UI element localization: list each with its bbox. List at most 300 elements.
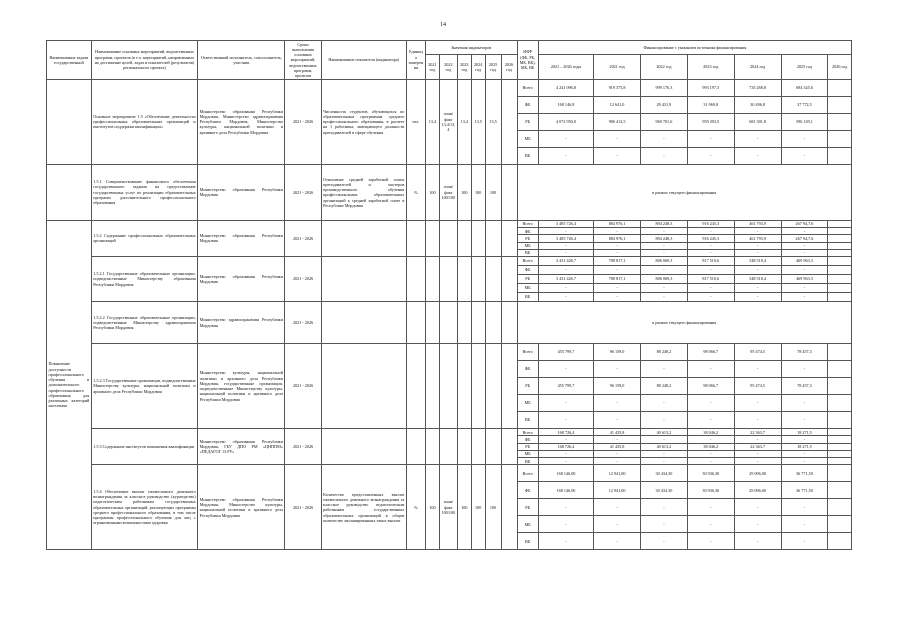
funding-value-cell xyxy=(828,79,852,96)
funding-value-cell: 95 474,5 xyxy=(734,344,781,361)
funding-value-cell: 4 072 950,0 xyxy=(538,113,593,130)
funding-value-cell: - xyxy=(594,516,641,533)
responsible-cell: Министерство образования Республики Мордовия xyxy=(198,257,285,302)
funding-value-cell: 806 069,3 xyxy=(640,275,687,284)
funding-value-cell: - xyxy=(640,458,687,465)
indicator-cell xyxy=(321,220,406,256)
indicator-value-cell xyxy=(471,344,485,429)
year-header: 2023 год xyxy=(457,55,471,80)
funding-value-cell xyxy=(828,228,852,235)
funding-value-cell: - xyxy=(640,293,687,302)
funding-value-cell: - xyxy=(687,450,734,457)
funding-value-cell xyxy=(828,429,852,436)
program-table xyxy=(46,40,852,550)
funding-value-cell: - xyxy=(538,242,593,249)
indicator-value-cell xyxy=(457,344,471,429)
funding-value-cell: - xyxy=(594,293,641,302)
funding-value-cell xyxy=(828,395,852,412)
goal-cell-empty xyxy=(47,79,92,164)
indicator-value-cell: 100 xyxy=(471,465,485,550)
funding-value-cell: - xyxy=(640,361,687,378)
funding-value-cell: - xyxy=(640,516,687,533)
funding-value-cell: - xyxy=(594,284,641,293)
period-cell: 2021 - 2026 xyxy=(285,164,321,220)
indicator-value-cell: план/факт 100/100 xyxy=(439,465,457,550)
source-cell: ФБ xyxy=(517,361,538,378)
funding-value-cell: 12 941,00 xyxy=(594,465,641,482)
indicator-value-cell: 100 xyxy=(425,164,439,220)
indicator-cell: Отношение средней заработной платы преподавателей и мастеров производственного обучения профессиональных образовательных организаций к средней заработной плате в Республике Мордовия xyxy=(321,164,406,220)
funding-value-cell: 906 412,5 xyxy=(594,113,641,130)
funding-value-cell: 41 435,8 xyxy=(594,443,641,450)
funding-value-cell: 98 066,7 xyxy=(687,344,734,361)
funding-value-cell: - xyxy=(538,130,593,147)
indicator-value-cell: 100 xyxy=(471,164,485,220)
funding-value-cell: - xyxy=(538,284,593,293)
funding-value-cell: 267 94,7,6 xyxy=(781,235,828,242)
unit-cell xyxy=(406,429,425,465)
funding-value-cell: - xyxy=(687,533,734,550)
funding-value-cell: 4 241 096,8 xyxy=(538,79,593,96)
funding-value-cell xyxy=(828,516,852,533)
funding-value-cell: - xyxy=(594,242,641,249)
funding-value-cell: 884 976,1 xyxy=(594,220,641,227)
indicator-value-cell xyxy=(457,429,471,465)
funding-value-cell: - xyxy=(781,499,828,516)
funding-value-cell: - xyxy=(594,533,641,550)
period-cell: 2021 - 2026 xyxy=(285,465,321,550)
indicator-cell: Численность студентов, обучающихся по образовательным программам среднего профессионального образования, в расчете на 1 работника, замещающего должности преподавателей в сфере обучения xyxy=(321,79,406,164)
funding-value-cell: - xyxy=(734,284,781,293)
funding-value-cell: 788 817,1 xyxy=(594,257,641,266)
source-cell: РБ xyxy=(517,275,538,284)
funding-value-cell: - xyxy=(734,228,781,235)
indicator-cell xyxy=(321,344,406,429)
funding-value-cell: 455 799,7 xyxy=(538,344,593,361)
page-number: 14 xyxy=(440,22,446,28)
funding-value-cell: 168 146,00 xyxy=(538,482,593,499)
funding-group-header: Финансирование с указанием источника финансирования xyxy=(538,41,851,55)
funding-value-cell: 29 096,00 xyxy=(734,482,781,499)
funding-value-cell: 31 969,8 xyxy=(687,96,734,113)
funding-value-cell: 959 293,5 xyxy=(687,113,734,130)
funding-value-cell: - xyxy=(640,249,687,256)
unit-cell xyxy=(406,220,425,256)
funding-value-cell: 78 457,3 xyxy=(781,344,828,361)
indicator-value-cell: 13,4 xyxy=(457,79,471,164)
indicator-value-cell: 13,5 xyxy=(485,79,501,164)
funding-value-cell: 461 793,9 xyxy=(734,220,781,227)
funding-value-cell: 455 799,7 xyxy=(538,378,593,395)
funding-value-cell: - xyxy=(538,395,593,412)
indicator-value-cell xyxy=(425,257,439,302)
indicator-value-cell: план/факт 100/100 xyxy=(439,164,457,220)
funding-value-cell: 95 474,5 xyxy=(734,378,781,395)
funding-value-cell: 38 046,2 xyxy=(687,443,734,450)
funding-value-cell: - xyxy=(687,412,734,429)
indicator-value-cell xyxy=(439,302,457,344)
table-row xyxy=(47,465,852,482)
indicator-value-cell xyxy=(501,302,517,344)
event-cell: 1.5.3 Содержание институтов повышения квалификации xyxy=(91,429,197,465)
funding-value-cell: 894 248,3 xyxy=(640,220,687,227)
year-header: 2021 год xyxy=(425,55,439,80)
source-cell: ВБ xyxy=(517,458,538,465)
funding-value-cell xyxy=(828,465,852,482)
funding-value-cell: - xyxy=(594,361,641,378)
funding-value-cell: - xyxy=(640,242,687,249)
funding-value-cell xyxy=(828,96,852,113)
funding-value-cell: 3 485 726,4 xyxy=(538,235,593,242)
goal-cell: Повышение доступности профессионального обучения и дополнительного профессионального образования для различных категорий населения xyxy=(47,220,92,550)
indicator-cell: Количество предоставленных выплат ежемесячного денежного вознаграждения за классное руководство педагогическим работникам государственных образовательных организаций в общем количестве запланированных таких выплат xyxy=(321,465,406,550)
funding-value-cell xyxy=(828,378,852,395)
funding-value-cell: - xyxy=(734,147,781,164)
funding-value-cell: - xyxy=(687,266,734,275)
funding-value-cell: 3 431 426,7 xyxy=(538,257,593,266)
funding-value-cell: - xyxy=(781,130,828,147)
funding-value-cell: 30 434,30 xyxy=(640,482,687,499)
event-cell: 1.5.2 Содержание профессиональных образовательных организаций xyxy=(91,220,197,256)
funding-value-cell: - xyxy=(734,266,781,275)
funding-value-cell: - xyxy=(594,266,641,275)
source-cell: ФБ xyxy=(517,266,538,275)
funding-value-cell xyxy=(828,412,852,429)
period-cell: 2021 - 2026 xyxy=(285,302,321,344)
funding-value-cell: 36 771,50 xyxy=(781,465,828,482)
funding-value-cell: - xyxy=(687,499,734,516)
indicator-value-cell xyxy=(485,344,501,429)
funding-value-cell: 78 457,3 xyxy=(781,378,828,395)
funding-value-cell: - xyxy=(538,450,593,457)
indicator-value-cell xyxy=(501,465,517,550)
funding-value-cell xyxy=(828,242,852,249)
funding-value-cell: - xyxy=(640,266,687,275)
funding-value-cell: 461 793,9 xyxy=(734,235,781,242)
funding-value-cell: - xyxy=(594,228,641,235)
indicator-value-cell xyxy=(501,164,517,220)
indicator-value-cell xyxy=(501,220,517,256)
header-row-1 xyxy=(47,41,852,55)
funding-value-cell: - xyxy=(781,147,828,164)
funding-value-cell: - xyxy=(781,242,828,249)
indicator-value-cell xyxy=(485,257,501,302)
funding-value-cell: - xyxy=(687,395,734,412)
funding-value-cell: 41 435,8 xyxy=(594,429,641,436)
funding-value-cell: 96 159,0 xyxy=(594,344,641,361)
fund-year-header: 2024 год xyxy=(734,55,781,80)
funding-value-cell: - xyxy=(687,242,734,249)
funding-value-cell: 3 431 426,7 xyxy=(538,275,593,284)
source-cell: ВБ xyxy=(517,293,538,302)
funding-value-cell: - xyxy=(687,284,734,293)
year-header: 2025 год xyxy=(485,55,501,80)
source-cell: Всего xyxy=(517,79,538,96)
indicator-cell xyxy=(321,257,406,302)
col-indicator-header: Наименование показателя (индикатора) xyxy=(321,41,406,80)
table-row xyxy=(47,164,852,220)
source-cell: Всего xyxy=(517,220,538,227)
table-body xyxy=(47,79,852,550)
funding-value-cell xyxy=(828,436,852,443)
col-period-header: Сроки выполнения основных мероприятий, ведомственных программ, проектов xyxy=(285,41,321,80)
fund-year-header: 2023 год xyxy=(687,55,734,80)
funding-value-cell: 681 301,8 xyxy=(734,113,781,130)
funding-value-cell: 469 963,3 xyxy=(781,257,828,266)
indicator-cell xyxy=(321,429,406,465)
sources-group-header: НФР (ФБ, РБ, МБ, ВБ), МБ, ВБ xyxy=(517,41,538,80)
source-cell: МБ xyxy=(517,395,538,412)
funding-value-cell: - xyxy=(734,499,781,516)
funding-value-cell: - xyxy=(640,499,687,516)
funding-value-cell xyxy=(828,499,852,516)
indicator-value-cell xyxy=(439,220,457,256)
table-row xyxy=(47,257,852,266)
funding-value-cell: 806 069,3 xyxy=(640,257,687,266)
funding-value-cell: - xyxy=(538,361,593,378)
funding-value-cell: - xyxy=(594,147,641,164)
funding-value-cell: - xyxy=(734,395,781,412)
fund-year-header: 2021 – 2026 годы xyxy=(538,55,593,80)
indicator-value-cell xyxy=(485,429,501,465)
funding-value-cell: 788 817,1 xyxy=(594,275,641,284)
funding-value-cell: 168 146,8 xyxy=(538,96,593,113)
funding-value-cell xyxy=(828,284,852,293)
funding-value-cell: - xyxy=(687,516,734,533)
indicator-value-cell xyxy=(425,344,439,429)
goal-cell-empty xyxy=(47,164,92,220)
funding-value-cell: - xyxy=(781,516,828,533)
funding-value-cell: 894 248,3 xyxy=(640,235,687,242)
funding-value-cell: 916 245,3 xyxy=(687,220,734,227)
source-cell: ВБ xyxy=(517,533,538,550)
funding-value-cell: 38 046,2 xyxy=(687,429,734,436)
funding-value-cell: 30 434,30 xyxy=(640,465,687,482)
funding-value-cell: 884 976,1 xyxy=(594,235,641,242)
table-row xyxy=(47,429,852,436)
table-row xyxy=(47,220,852,227)
funding-value-cell: - xyxy=(640,436,687,443)
funding-value-cell xyxy=(828,249,852,256)
funding-value-cell: - xyxy=(734,130,781,147)
funding-value-cell: - xyxy=(734,450,781,457)
source-cell: ВБ xyxy=(517,249,538,256)
funding-value-cell: 96 159,0 xyxy=(594,378,641,395)
indicator-cell xyxy=(321,302,406,344)
funding-value-cell xyxy=(828,293,852,302)
responsible-cell: Министерство образования Республики Мордовия xyxy=(198,220,285,256)
funding-value-cell: 40 613,2 xyxy=(640,443,687,450)
source-cell: ФБ xyxy=(517,228,538,235)
funding-value-cell: - xyxy=(734,436,781,443)
indicator-value-cell xyxy=(425,429,439,465)
source-cell: Всего xyxy=(517,344,538,361)
event-cell: 1.5.2.1 Государственные образовательные организации, подведомственные Министерству образования Республики Мордовия xyxy=(91,257,197,302)
funding-value-cell: - xyxy=(687,130,734,147)
funding-value-cell: 168 726,4 xyxy=(538,443,593,450)
funding-value-cell: 37 772,5 xyxy=(781,96,828,113)
funding-value-cell: 993 197,3 xyxy=(687,79,734,96)
indicator-value-cell: 100 xyxy=(485,465,501,550)
source-cell: РБ xyxy=(517,235,538,242)
funding-value-cell: 999 176,3 xyxy=(640,79,687,96)
funding-value-cell: - xyxy=(538,293,593,302)
fund-year-header: 2026 год xyxy=(828,55,852,80)
source-cell: ВБ xyxy=(517,412,538,429)
event-cell: 1.5.2.3 Государственные организации, подведомственные Министерству культуры, национальной политики и архивного дела Республики Мордовия xyxy=(91,344,197,429)
funding-note: в рамках текущего финансирования xyxy=(517,164,852,220)
funding-note: в рамках текущего финансирования xyxy=(517,302,852,344)
funding-value-cell: 596 149,1 xyxy=(781,113,828,130)
indicator-value-cell xyxy=(457,220,471,256)
source-cell: РБ xyxy=(517,378,538,395)
source-cell: МБ xyxy=(517,284,538,293)
indicator-value-cell xyxy=(471,429,485,465)
funding-value-cell: - xyxy=(687,228,734,235)
responsible-cell: Министерство культуры, национальной политики и архивного дела Республики Мордовия, государственные организации, подведомственные Министерству культуры, национальной политики и архивного дела Республики Мордовия xyxy=(198,344,285,429)
funding-value-cell: - xyxy=(594,450,641,457)
funding-value-cell: 817 510,6 xyxy=(687,275,734,284)
funding-value-cell: - xyxy=(781,249,828,256)
funding-value-cell: - xyxy=(781,266,828,275)
source-cell: ФБ xyxy=(517,436,538,443)
funding-value-cell: - xyxy=(781,458,828,465)
source-cell: ФБ xyxy=(517,482,538,499)
funding-value-cell: - xyxy=(781,412,828,429)
funding-value-cell xyxy=(828,266,852,275)
indicator-value-cell: план/факт 13,4/13,4 xyxy=(439,79,457,164)
funding-value-cell: - xyxy=(781,228,828,235)
funding-value-cell: - xyxy=(734,242,781,249)
funding-value-cell: - xyxy=(640,284,687,293)
funding-value-cell: 919 375,8 xyxy=(594,79,641,96)
indicator-value-cell xyxy=(501,257,517,302)
indicator-value-cell xyxy=(425,220,439,256)
funding-value-cell: 18 271,5 xyxy=(781,429,828,436)
funding-value-cell: 30 936,30 xyxy=(687,465,734,482)
unit-cell: % xyxy=(406,164,425,220)
funding-value-cell: - xyxy=(734,533,781,550)
values-group-header: Значения индикаторов xyxy=(425,41,517,55)
event-cell: Основное мероприятие 1.5 «Обеспечение деятельности профессиональных образовательных организаций и институтов поддержки квалификации» xyxy=(91,79,197,164)
funding-value-cell: - xyxy=(687,147,734,164)
funding-value-cell: 969 701,6 xyxy=(640,113,687,130)
col-event-header: Наименование основных мероприятий, ведомственных программ, проектов (в т.ч. мероприятий, направленных на достижение целей, задач и показателей (результатов) регионального проекта) xyxy=(91,41,197,80)
funding-value-cell: - xyxy=(734,361,781,378)
funding-value-cell: - xyxy=(538,499,593,516)
funding-value-cell: 694 345,6 xyxy=(781,79,828,96)
source-cell: ФБ xyxy=(517,96,538,113)
year-header: 2022 год xyxy=(439,55,457,80)
source-cell: МБ xyxy=(517,242,538,249)
unit-cell: чел. xyxy=(406,79,425,164)
funding-value-cell: - xyxy=(640,412,687,429)
funding-value-cell: 29 096,00 xyxy=(734,465,781,482)
funding-value-cell: - xyxy=(781,284,828,293)
unit-cell: % xyxy=(406,465,425,550)
responsible-cell: Министерство образования Республики Мордовия, Министерство культуры, национальной политики и архивного дела Республики Мордовия xyxy=(198,465,285,550)
funding-value-cell: - xyxy=(594,458,641,465)
indicator-value-cell xyxy=(485,220,501,256)
indicator-value-cell xyxy=(425,302,439,344)
indicator-value-cell: 100 xyxy=(485,164,501,220)
funding-value-cell xyxy=(828,257,852,266)
unit-cell xyxy=(406,257,425,302)
indicator-value-cell xyxy=(471,302,485,344)
funding-value-cell: - xyxy=(640,395,687,412)
funding-value-cell xyxy=(828,533,852,550)
funding-value-cell: - xyxy=(734,516,781,533)
indicator-value-cell: 13,4 xyxy=(425,79,439,164)
funding-value-cell: 88 248,2 xyxy=(640,344,687,361)
funding-value-cell: 22 363,7 xyxy=(734,443,781,450)
indicator-value-cell xyxy=(439,344,457,429)
funding-value-cell: 12 941,00 xyxy=(594,482,641,499)
funding-value-cell: - xyxy=(594,395,641,412)
indicator-value-cell xyxy=(471,257,485,302)
funding-value-cell xyxy=(828,344,852,361)
indicator-value-cell xyxy=(457,257,471,302)
fund-year-header: 2025 год xyxy=(781,55,828,80)
table-row xyxy=(47,302,852,344)
funding-value-cell: 548 518,4 xyxy=(734,257,781,266)
period-cell: 2021 - 2026 xyxy=(285,429,321,465)
funding-value-cell: - xyxy=(538,533,593,550)
fund-year-header: 2022 год xyxy=(640,55,687,80)
source-cell: Всего xyxy=(517,429,538,436)
funding-value-cell: - xyxy=(594,249,641,256)
funding-value-cell: - xyxy=(640,130,687,147)
funding-value-cell: - xyxy=(538,266,593,275)
source-cell: МБ xyxy=(517,516,538,533)
funding-value-cell: - xyxy=(538,228,593,235)
responsible-cell: Министерство образования Республики Мордовия, Министерство здравоохранения Республики Мордовия, Министерство культуры, национальной политики и архивного дела Республики Мордовия xyxy=(198,79,285,164)
period-cell: 2021 - 2026 xyxy=(285,220,321,256)
unit-cell xyxy=(406,302,425,344)
funding-value-cell: 168 146,00 xyxy=(538,465,593,482)
funding-value-cell: - xyxy=(640,450,687,457)
funding-value-cell: 36 771,50 xyxy=(781,482,828,499)
funding-value-cell: 98 066,7 xyxy=(687,378,734,395)
funding-value-cell xyxy=(828,235,852,242)
year-header: 2026 год xyxy=(501,55,517,80)
responsible-cell: Министерство здравоохранения Республики Мордовия xyxy=(198,302,285,344)
funding-value-cell: 30 936,30 xyxy=(687,482,734,499)
funding-value-cell: - xyxy=(640,533,687,550)
funding-value-cell xyxy=(828,450,852,457)
funding-value-cell: 168 726,4 xyxy=(538,429,593,436)
funding-value-cell: 29 431,9 xyxy=(640,96,687,113)
funding-value-cell xyxy=(828,443,852,450)
funding-value-cell: 469 963,3 xyxy=(781,275,828,284)
indicator-value-cell xyxy=(471,220,485,256)
funding-value-cell: 40 613,2 xyxy=(640,429,687,436)
period-cell: 2021 - 2026 xyxy=(285,79,321,164)
source-cell: Всего xyxy=(517,465,538,482)
source-cell: МБ xyxy=(517,450,538,457)
funding-value-cell: 3 485 726,4 xyxy=(538,220,593,227)
event-cell: 1.5.4 Обеспечение выплат ежемесячного денежного вознаграждения за классное руководство (кураторство) педагогическим работникам государственных образовательных организаций, реализующих программы среднего профессионального образования, в том числе программы профессионального обучения для лиц с ограниченными возможностями здоровья xyxy=(91,465,197,550)
funding-value-cell: 817 510,6 xyxy=(687,257,734,266)
funding-value-cell: 22 363,7 xyxy=(734,429,781,436)
indicator-value-cell xyxy=(439,429,457,465)
funding-value-cell: - xyxy=(781,361,828,378)
funding-value-cell: 88 248,2 xyxy=(640,378,687,395)
indicator-value-cell xyxy=(501,429,517,465)
indicator-value-cell xyxy=(501,79,517,164)
funding-value-cell: - xyxy=(781,533,828,550)
funding-value-cell: - xyxy=(687,249,734,256)
